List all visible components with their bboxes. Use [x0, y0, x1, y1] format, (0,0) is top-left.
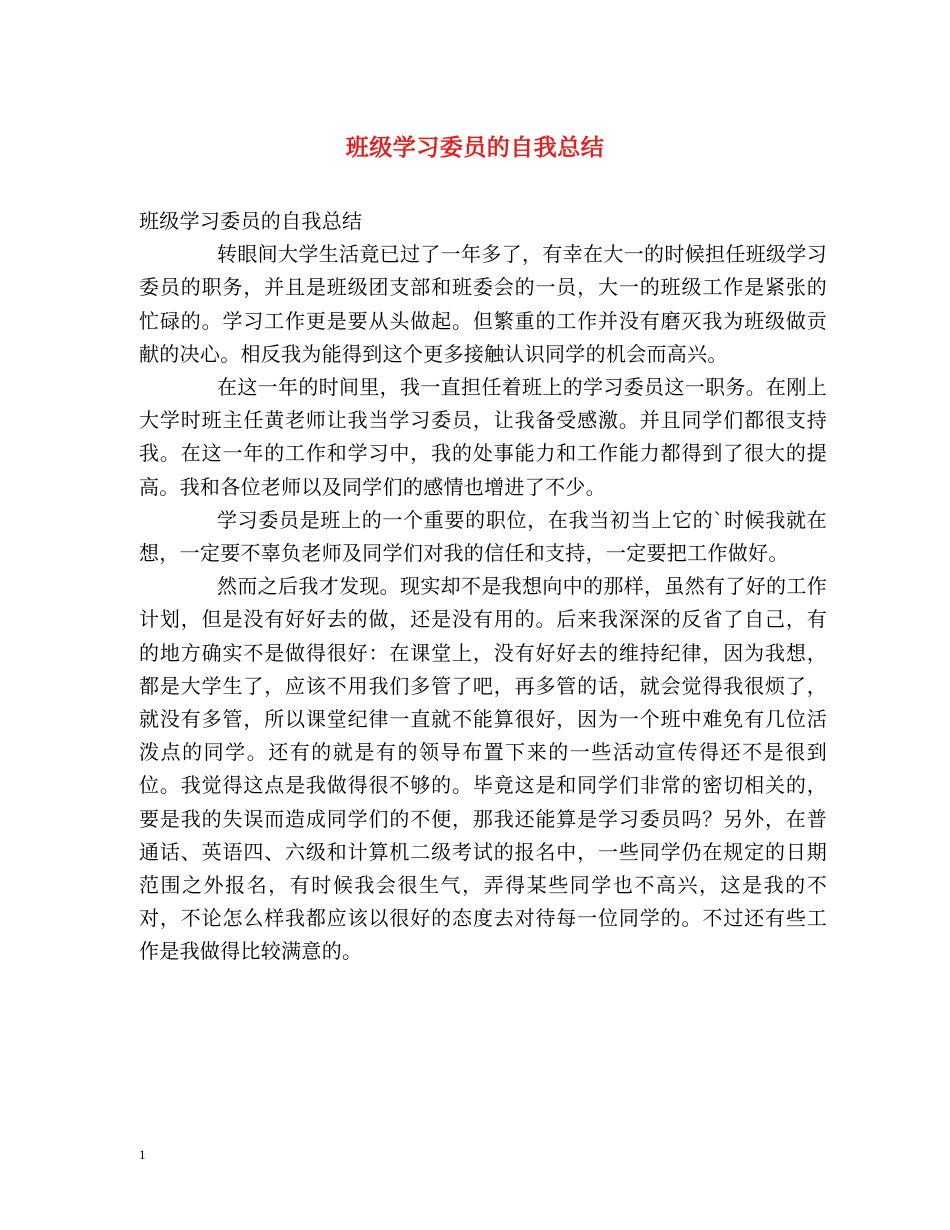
document-subtitle: 班级学习委员的自我总结	[139, 209, 363, 233]
document-body	[139, 205, 827, 969]
paragraph-3: 学习委员是班上的一个重要的职位，在我当初当上它的`时候我就在想，一定要不辜负老师及同学们对我的信任和支持，一定要把工作做好。	[139, 507, 827, 566]
document-title: 班级学习委员的自我总结	[345, 134, 605, 161]
paragraph-1: 转眼间大学生活竟已过了一年多了，有幸在大一的时候担任班级学习委员的职务，并且是班级团支部和班委会的一员，大一的班级工作是紧张的忙碌的。学习工作更是要从头做起。但繁重的工作并没有磨灭我为班级做贡献的决心。相反我为能得到这个更多接触认识同学的机会而高兴。	[139, 242, 827, 366]
paragraph-2: 在这一年的时间里，我一直担任着班上的学习委员这一职务。在刚上大学时班主任黄老师让我当学习委员，让我备受感激。并且同学们都很支持我。在这一年的工作和学习中，我的处事能力和工作能力都得到了很大的提高。我和各位老师以及同学们的感情也增进了不少。	[139, 375, 827, 499]
page-number: 1	[139, 1147, 146, 1162]
paragraph-4: 然而之后我才发现。现实却不是我想向中的那样，虽然有了好的工作计划，但是没有好好去的做，还是没有用的。后来我深深的反省了自己，有的地方确实不是做得很好：在课堂上，没有好好去的维持纪律，因为我想，都是大学生了，应该不用我们多管了吧，再多管的话，就会觉得我很烦了，就没有多管，所以课堂纪律一直就不能算很好，因为一个班中难免有几位活泼点的同学。还有的就是有的领导布置下来的一些活动宣传得还不是很到位。我觉得这点是我做得很不够的。毕竟这是和同学们非常的密切相关的，要是我的失误而造成同学们的不便，那我还能算是学习委员吗？另外，在普通话、英语四、六级和计算机二级考试的报名中，一些同学仍在规定的日期范围之外报名，有时候我会很生气，弄得某些同学也不高兴，这是我的不对，不论怎么样我都应该以很好的态度去对待每一位同学的。不过还有些工作是我做得比较满意的。	[139, 574, 827, 964]
